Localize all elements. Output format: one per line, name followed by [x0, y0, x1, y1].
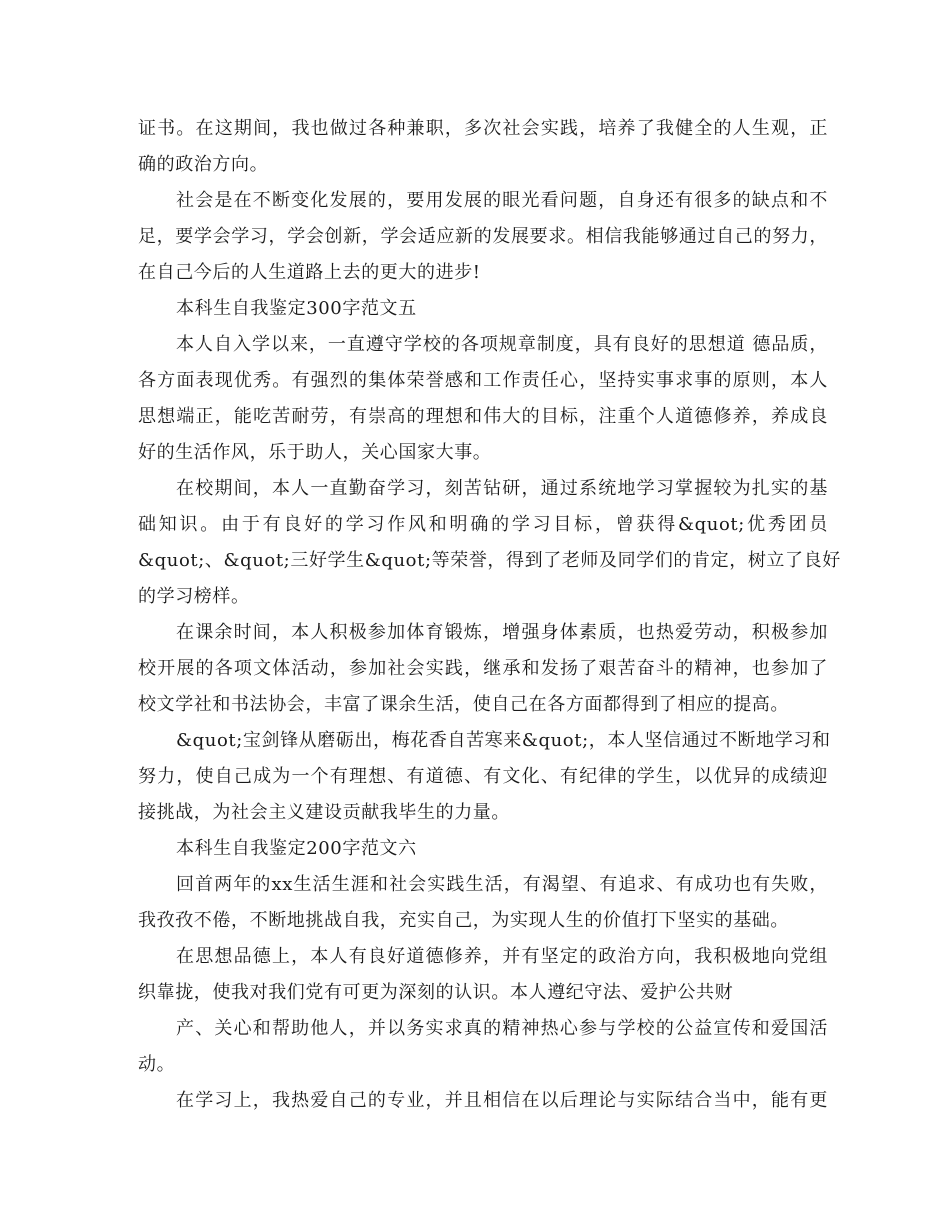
text-line: 校文学社和书法协会，丰富了课余生活，使自己在各方面都得到了相应的提高。 — [138, 694, 789, 715]
text-line: 努力，使自己成为一个有理想、有道德、有文化、有纪律的学生，以优异的成绩迎 — [138, 766, 828, 787]
text-line: 校开展的各项文体活动，参加社会实践，继承和发扬了艰苦奋斗的精神，也参加了 — [138, 658, 828, 679]
text-line: 证书。在这期间，我也做过各种兼职，多次社会实践，培养了我健全的人生观，正 — [138, 118, 828, 139]
text-line: 在学习上，我热爱自己的专业，并且相信在以后理论与实际结合当中，能有更 — [176, 1090, 828, 1111]
text-line: 织靠拢，使我对我们党有可更为深刻的认识。本人遵纪守法、爱护公共财 — [138, 982, 734, 1003]
text-line: 在校期间，本人一直勤奋学习，刻苦钻研，通过系统地学习掌握较为扎实的基 — [176, 478, 828, 499]
text-line: 动。 — [138, 1054, 176, 1075]
section-heading: 本科生自我鉴定300字范文五 — [176, 298, 417, 319]
section-heading: 本科生自我鉴定200字范文六 — [176, 838, 417, 859]
text-line: 在自己今后的人生道路上去的更大的进步! — [138, 262, 481, 283]
text-line: 本人自入学以来，一直遵守学校的各项规章制度，具有良好的思想道 德品质， — [176, 334, 828, 355]
text-line: 足，要学会学习，学会创新，学会适应新的发展要求。相信我能够通过自己的努力， — [138, 226, 828, 247]
text-line: 础知识。由于有良好的学习作风和明确的学习目标，曾获得&quot;优秀团员 — [138, 514, 828, 535]
text-line: 我孜孜不倦，不断地挑战自我，充实自己，为实现人生的价值打下坚实的基础。 — [138, 910, 789, 931]
text-line: &quot;宝剑锋从磨砺出，梅花香自苦寒来&quot;，本人坚信通过不断地学习和 — [176, 730, 831, 751]
text-line: 接挑战，为社会主义建设贡献我毕生的力量。 — [138, 802, 510, 823]
text-line: 各方面表现优秀。有强烈的集体荣誉感和工作责任心，坚持实事求事的原则，本人 — [138, 370, 828, 391]
text-line: 确的政治方向。 — [138, 154, 269, 175]
text-line: 社会是在不断变化发展的，要用发展的眼光看问题，自身还有很多的缺点和不 — [176, 190, 828, 211]
text-line: 好的生活作风，乐于助人，关心国家大事。 — [138, 442, 492, 463]
text-line: &quot;、&quot;三好学生&quot;等荣誉，得到了老师及同学们的肯定，树立了良好 — [138, 550, 841, 571]
text-line: 在课余时间，本人积极参加体育锻炼，增强身体素质，也热爱劳动，积极参加 — [176, 622, 828, 643]
text-line: 思想端正，能吃苦耐劳，有崇高的理想和伟大的目标，注重个人道德修养，养成良 — [138, 406, 828, 427]
text-line: 在思想品德上，本人有良好道德修养，并有坚定的政治方向，我积极地向党组 — [176, 946, 828, 967]
text-line: 产、关心和帮助他人，并以务实求真的精神热心参与学校的公益宣传和爱国活 — [176, 1018, 828, 1039]
text-line: 回首两年的xx生活生涯和社会实践生活，有渴望、有追求、有成功也有失败， — [176, 874, 828, 895]
text-line: 的学习榜样。 — [138, 586, 250, 607]
